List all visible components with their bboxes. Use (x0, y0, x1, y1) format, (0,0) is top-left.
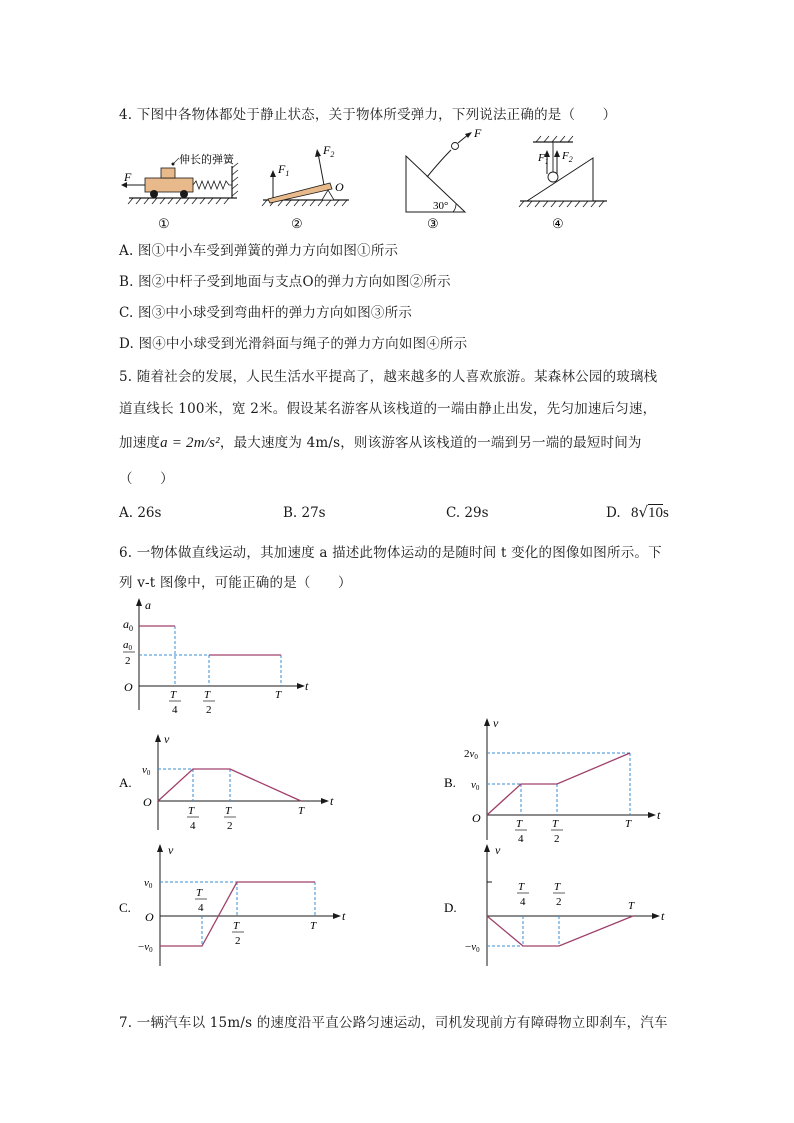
graph-b-2v0-tick: 2v0 (464, 748, 478, 761)
q7-line-1: 7. 一辆汽车以 15m/s 的速度沿平直公路匀速运动，司机发现前方有障碍物立即刹车，汽车 (119, 1015, 668, 1031)
q5-option-d (606, 503, 669, 522)
graph-a-v0-tick: v0 (142, 764, 151, 777)
q4-option-b: B. 图②中杆子受到地面与支点O的弹力方向如图②所示 (119, 274, 451, 290)
graph-d-option-label: D. (444, 900, 457, 915)
graph-d-T2-den: 2 (556, 896, 562, 908)
tick-T-over-2-den: 2 (206, 704, 212, 716)
q5-line-3-post: ，最大速度为 4m/s，则该游客从该栈道的一端到另一端的最短时间为 (219, 435, 642, 451)
graph-a-T: T (298, 805, 305, 817)
fig3-angle-label: 30° (433, 200, 449, 212)
fig2-number: ② (291, 216, 303, 231)
graph-a-t-label: t (330, 794, 334, 808)
graph-c-T2-den: 2 (235, 935, 241, 947)
graph-c-T4-num: T (196, 887, 203, 899)
figure-3-bent-rod (406, 126, 482, 231)
graph-b-T: T (625, 818, 632, 830)
graph-c-T4-den: 4 (198, 902, 204, 914)
graph-b-T2-den: 2 (554, 833, 560, 845)
graph-c-option-label: C. (119, 900, 131, 915)
q6-line-2: 列 v-t 图像中，可能正确的是（ ） (119, 575, 352, 591)
figure-1-cart-spring (121, 152, 238, 231)
graph-a-v-label: v (164, 732, 170, 746)
graph-d-T4-num: T (518, 881, 525, 893)
fig1-spring-label: 伸长的弹簧 (179, 154, 234, 166)
q5-option-d-radicand: 10 (648, 505, 663, 521)
graph-c-v-label: v (168, 843, 174, 857)
graph-b-t-label: t (657, 808, 661, 822)
q5-option-d-coefficient: 8 (630, 505, 639, 521)
fig4-F1-label: $F_1$ (538, 152, 549, 166)
a0-half-tick-den: 2 (125, 655, 131, 667)
q4-option-a: A. 图①中小车受到弹簧的弹力方向如图①所示 (119, 243, 399, 259)
tick-T-over-4-den: 4 (172, 704, 178, 716)
q6-acceleration-graph (115, 596, 325, 718)
q4-option-d: D. 图④中小球受到光滑斜面与绳子的弹力方向如图④所示 (119, 336, 468, 352)
t-axis-label: t (305, 679, 309, 693)
graph-d-t-label: t (661, 909, 665, 923)
graph-d-T4-den: 4 (520, 896, 526, 908)
fig4-number: ④ (552, 216, 564, 231)
q5-option-d-unit: s (663, 505, 669, 521)
graph-b-option-label: B. (444, 775, 456, 790)
fig1-F-label: F (124, 170, 132, 184)
q5-line-4: （ ） (119, 471, 174, 487)
q6-line-1: 6. 一物体做直线运动，其加速度 a 描述此物体运动的是随时间 t 变化的图像如图所示。下 (119, 545, 662, 561)
a-axis-label: a (145, 598, 151, 612)
q5-line-3 (119, 431, 642, 452)
figure-4-ball-incline (519, 136, 607, 231)
q5-option-c: C. 29s (446, 505, 489, 521)
graph-b-v-label: v (493, 716, 499, 730)
graph-c-T: T (310, 920, 317, 932)
q6-graph-a (115, 730, 350, 835)
q6-graph-b (440, 712, 680, 847)
q5-line-2: 道直线长 100米，宽 2米。假设某名游客从该栈道的一端由静止出发，先匀加速后匀速， (119, 401, 657, 417)
fig3-F-label: F (474, 126, 482, 140)
graph-b-T2-num: T (552, 818, 559, 830)
a0-half-tick-num: a0 (123, 639, 132, 652)
tick-T-over-4-num: T (170, 689, 177, 701)
q5-option-a: A. 26s (119, 505, 162, 521)
q6-graph-d (440, 840, 680, 970)
graph-a-origin: O (143, 795, 152, 809)
graph-c-origin: O (145, 910, 154, 924)
tick-T-over-2-num: T (204, 689, 211, 701)
fig3-number: ③ (427, 216, 439, 231)
sqrt-icon: √ (638, 503, 648, 521)
graph-d-T2-num: T (554, 881, 561, 893)
graph-a-option-label: A. (119, 775, 132, 790)
graph-a-T4-num: T (188, 805, 195, 817)
a0-tick-label: $a_0$ (123, 617, 133, 633)
graph-b-T4-num: T (516, 818, 523, 830)
fig4-F2-label: $F_2$ (562, 150, 573, 164)
tick-T: T (275, 689, 282, 701)
origin-label: O (124, 680, 133, 694)
q5-line-1: 5. 随着社会的发展，人民生活水平提高了，越来越多的人喜欢旅游。某森林公园的玻璃栈 (119, 369, 658, 385)
graph-c-neg-v0-tick: −v0 (138, 941, 153, 954)
graph-b-T4-den: 4 (518, 833, 524, 845)
q6-graph-c (115, 840, 355, 970)
q4-stem: 4. 下图中各物体都处于静止状态，关于物体所受弹力，下列说法正确的是（ ） (119, 107, 617, 123)
graph-c-T2-num: T (233, 920, 240, 932)
graph-c-t-label: t (342, 909, 346, 923)
graph-a-T2-num: T (225, 805, 232, 817)
graph-d-T: T (628, 900, 635, 912)
fig2-F1-label: $F_1$ (278, 162, 290, 178)
graph-a-T2-den: 2 (227, 820, 233, 832)
graph-a-T4-den: 4 (190, 820, 196, 832)
graph-d-v-label: v (495, 843, 501, 857)
fig1-number: ① (158, 216, 170, 231)
q4-option-c: C. 图③中小球受到弯曲杆的弹力方向如图③所示 (119, 305, 413, 321)
fig2-O-label: O (335, 180, 344, 194)
graph-c-v0-tick: v0 (144, 877, 153, 890)
q5-line-3-pre: 加速度 (119, 435, 161, 451)
q5-option-d-label: D. (606, 505, 621, 521)
graph-d-neg-v0-tick: −v0 (465, 941, 480, 954)
q5-acceleration-formula: a = 2m/s² (160, 435, 220, 451)
graph-b-v0-tick: v0 (471, 779, 480, 792)
q4-figures (115, 128, 615, 233)
graph-b-origin: O (472, 811, 481, 825)
figure-2-rod (262, 143, 349, 231)
q5-option-b: B. 27s (283, 505, 326, 521)
fig2-F2-label: $F_2$ (323, 143, 335, 159)
